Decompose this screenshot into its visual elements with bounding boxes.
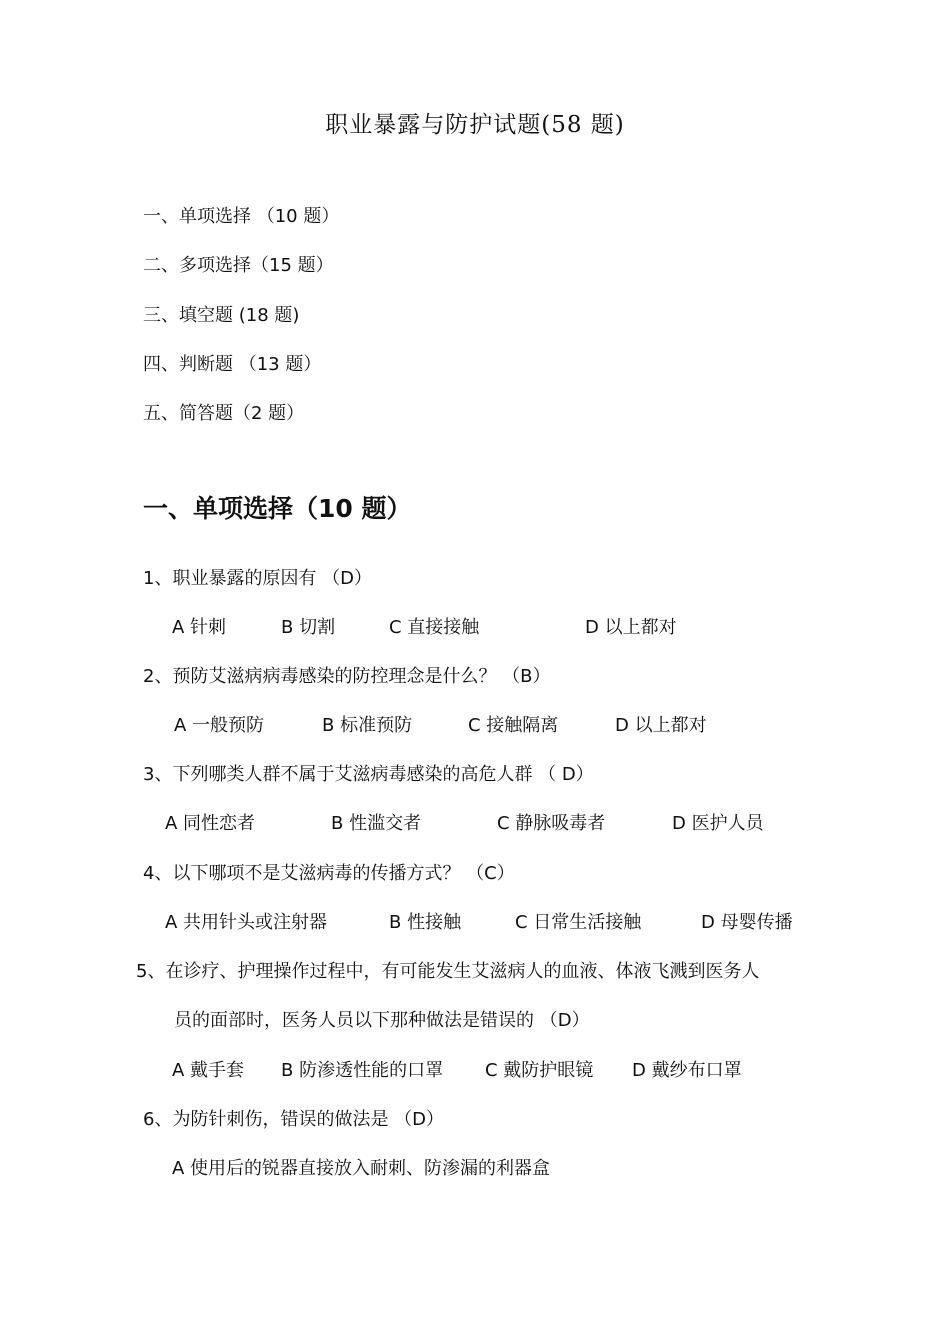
- question-2: 2、预防艾滋病病毒感染的防控理念是什么？ （B）: [143, 666, 551, 687]
- question-3: 3、下列哪类人群不属于艾滋病毒感染的高危人群 （ D）: [143, 764, 594, 785]
- question-5: 5、在诊疗、护理操作过程中，有可能发生艾滋病人的血液、体液飞溅到医务人: [136, 961, 760, 982]
- question-6-option-a: A 使用后的锐器直接放入耐刺、防渗漏的利器盒: [172, 1158, 551, 1179]
- question-3-option-d: D 医护人员: [672, 813, 764, 834]
- question-1-option-c: C 直接接触: [389, 617, 480, 638]
- question-1: 1、职业暴露的原因有 （D）: [143, 568, 373, 589]
- question-5-option-b: B 防渗透性能的口罩: [281, 1060, 444, 1081]
- question-4-option-b: B 性接触: [389, 912, 462, 933]
- toc-item-single-choice: 一、单项选择 （10 题）: [143, 206, 340, 227]
- question-2-option-b: B 标准预防: [322, 715, 413, 736]
- question-1-option-d: D 以上都对: [585, 617, 677, 638]
- toc-item-short-answer: 五、简答题（2 题）: [143, 403, 305, 424]
- question-6: 6、为防针刺伤，错误的做法是 （D）: [143, 1109, 445, 1130]
- question-1-option-a: A 针刺: [172, 617, 227, 638]
- question-4: 4、以下哪项不是艾滋病毒的传播方式？ （C）: [143, 863, 515, 884]
- question-1-option-b: B 切割: [281, 617, 336, 638]
- section-heading: 一、单项选择（10 题）: [143, 494, 412, 523]
- question-5-continued: 员的面部时，医务人员以下那种做法是错误的 （D）: [174, 1010, 590, 1031]
- question-5-option-d: D 戴纱布口罩: [632, 1060, 742, 1081]
- document-title: 职业暴露与防护试题(58 题): [325, 112, 625, 138]
- question-3-option-b: B 性滥交者: [331, 813, 422, 834]
- question-5-option-a: A 戴手套: [172, 1060, 245, 1081]
- question-2-option-a: A 一般预防: [174, 715, 265, 736]
- toc-item-multiple-choice: 二、多项选择（15 题）: [143, 255, 334, 276]
- question-2-option-d: D 以上都对: [615, 715, 707, 736]
- question-3-option-a: A 同性恋者: [165, 813, 256, 834]
- question-4-option-d: D 母婴传播: [701, 912, 793, 933]
- question-4-option-c: C 日常生活接触: [515, 912, 642, 933]
- toc-item-true-false: 四、判断题 （13 题）: [143, 354, 322, 375]
- toc-item-fill-blank: 三、填空题 (18 题): [143, 305, 300, 326]
- question-4-option-a: A 共用针头或注射器: [165, 912, 328, 933]
- question-2-option-c: C 接触隔离: [468, 715, 559, 736]
- question-3-option-c: C 静脉吸毒者: [497, 813, 606, 834]
- question-5-option-c: C 戴防护眼镜: [485, 1060, 594, 1081]
